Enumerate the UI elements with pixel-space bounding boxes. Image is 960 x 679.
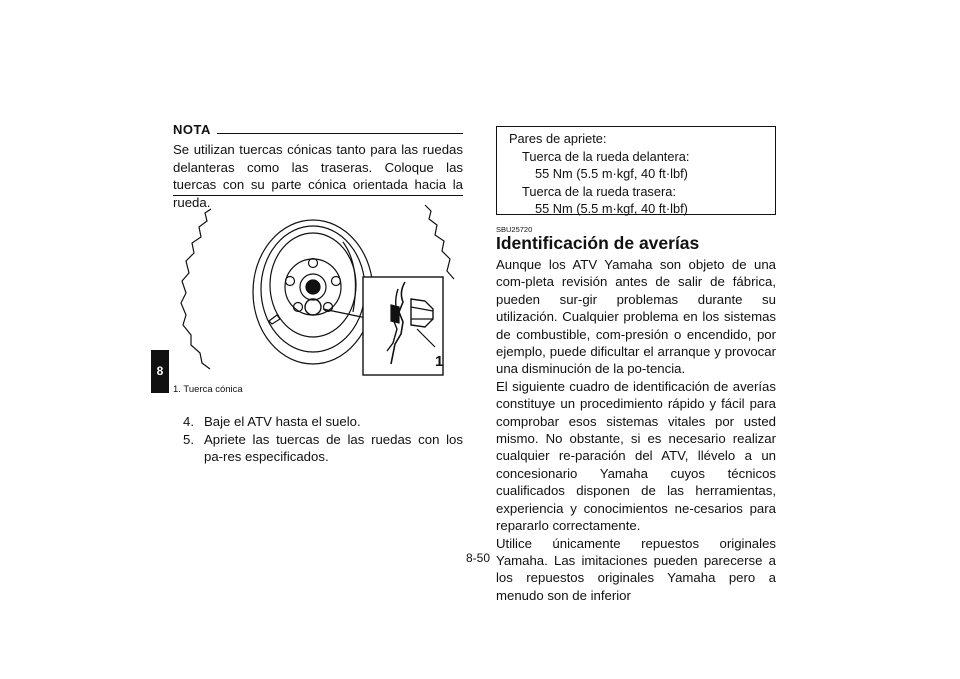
figure-caption: 1. Tuerca cónica — [173, 384, 243, 395]
torque-front-value: 55 Nm (5.5 m·kgf, 40 ft·lbf) — [535, 166, 688, 181]
steps-list — [183, 413, 463, 466]
section-title: Identificación de averías — [496, 233, 700, 253]
step-number: 4. — [183, 414, 194, 429]
torque-front-label: Tuerca de la rueda delantera: — [522, 148, 690, 164]
nota-bottom-rule — [173, 195, 463, 196]
wheel-figure — [173, 197, 463, 382]
lug-nut — [286, 277, 295, 286]
step-item — [183, 413, 463, 431]
nota-heading — [173, 121, 463, 139]
nota-label: NOTA — [173, 122, 211, 137]
nota-rule — [217, 133, 463, 134]
tire-tread-right — [425, 205, 454, 279]
nota-text: Se utilizan tuercas cónicas tanto para las ruedas delanteras como las traseras. Coloque las tuercas con su parte cónica orientada hacia la rueda. — [173, 142, 463, 210]
lug-nut — [332, 277, 341, 286]
page-number: 8-50 — [466, 551, 491, 565]
torque-spec-box — [496, 126, 776, 215]
torque-heading: Pares de apriete: — [509, 131, 607, 146]
tire-tread-left — [181, 209, 211, 369]
callout-number: 1 — [435, 353, 444, 370]
body-paragraph: El siguiente cuadro de identificación de averías constituye un procedimiento rápido y fácil para comprobar esos sistemas vitales por usted mismo. No obstante, si es necesario realizar cualquier re-paración del ATV, llévelo a un concesionario Yamaha cuyos técnicos cualificados disponen de las herramientas, experiencia y conocimientos ne-cesarios para repararlo correctamente. — [496, 378, 776, 534]
torque-rear-label: Tuerca de la rueda trasera: — [522, 183, 676, 199]
step-text: Apriete las tuercas de las ruedas con los pa-res especificados. — [204, 431, 463, 464]
section-code: SBU25720 — [496, 225, 533, 234]
body-paragraph: Aunque los ATV Yamaha son objeto de una com-pleta revisión antes de salir de fábrica, pueden sur-gir problemas durante su utilización. Cualquier problema en los sistemas de combustible, com-presión o encendido, por ejemplo, puede dificultar el arranque y provocar una disminución de la po-tencia. — [496, 257, 776, 377]
step-number: 5. — [183, 431, 194, 447]
step-text: Baje el ATV hasta el suelo. — [204, 414, 361, 429]
chapter-tab: 8 — [151, 350, 169, 393]
body-paragraph: Utilice únicamente repuestos originales Yamaha. Las imitaciones pueden parecerse a los repuestos originales Yamaha pero a menudo son de inferior — [496, 535, 776, 603]
lug-nut — [309, 259, 318, 268]
section-body — [496, 256, 776, 604]
torque-rear-value: 55 Nm (5.5 m·kgf, 40 ft·lbf) — [535, 201, 688, 216]
step-item — [183, 431, 463, 466]
